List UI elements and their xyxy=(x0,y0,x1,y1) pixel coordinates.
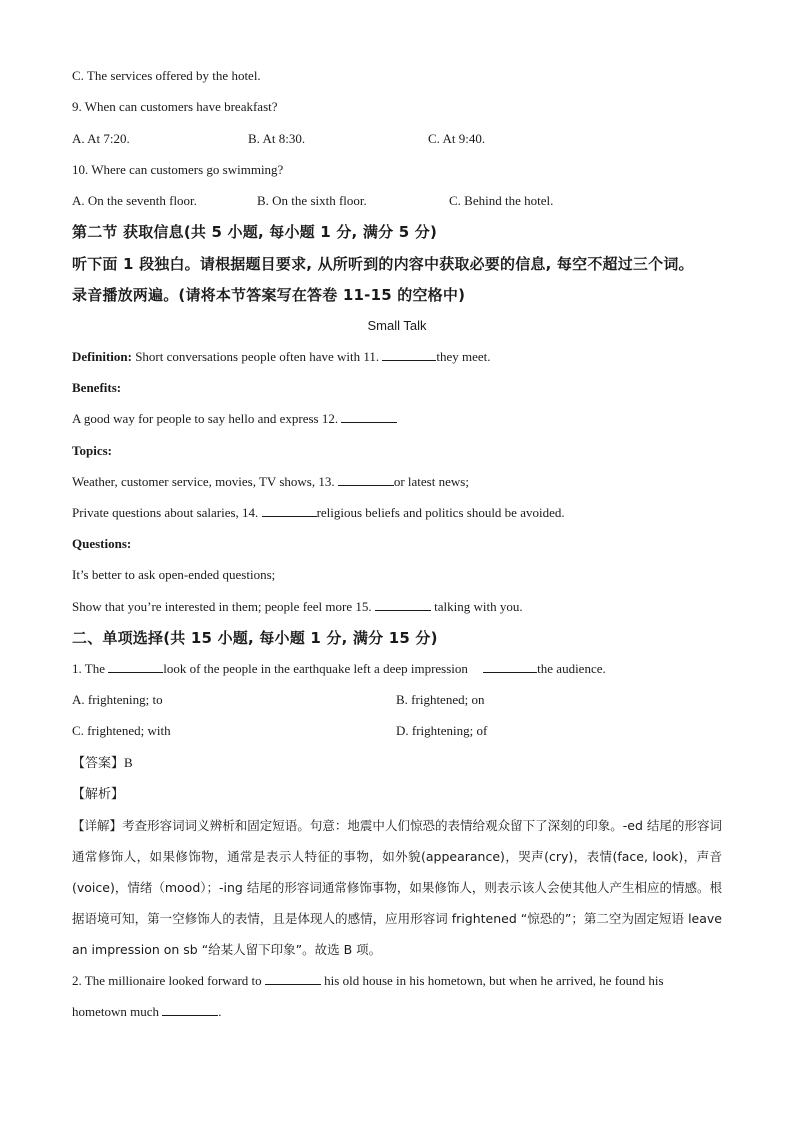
topics-label-text: Topics: xyxy=(72,443,112,458)
q1-stem-c: the audience. xyxy=(537,661,606,676)
q9-question: 9. When can customers have breakfast? xyxy=(72,99,278,114)
q9-option-c: C. At 9:40. xyxy=(428,131,486,146)
q1-option-a: A. frightening; to xyxy=(72,692,163,707)
q1-option-d: D. frightening; of xyxy=(396,723,488,738)
q2-line2-b: . xyxy=(218,1004,222,1019)
q1-analysis xyxy=(72,786,124,803)
q1-detail xyxy=(72,810,722,965)
small-talk-title: Small Talk xyxy=(367,318,427,333)
questions-line2-a: Show that you’re interested in them; people feel more 15. xyxy=(72,599,375,614)
q10-option-c: C. Behind the hotel. xyxy=(449,193,554,208)
q8-option-c: C. The services offered by the hotel. xyxy=(72,68,261,83)
benefits-line xyxy=(72,411,397,427)
part2-title: 二、单项选择(共 15 小题, 每小题 1 分, 满分 15 分) xyxy=(72,629,438,647)
q2-line1-a: 2. The millionaire looked forward to xyxy=(72,973,265,988)
topics-line1-a: Weather, customer service, movies, TV shows, 13. xyxy=(72,474,338,489)
benefits-label xyxy=(72,380,121,396)
benefits-label-text: Benefits: xyxy=(72,380,122,395)
answer-label: 【答案】 xyxy=(72,756,125,771)
topics-label xyxy=(72,443,112,459)
benefits-text: A good way for people to say hello and express 12. xyxy=(72,411,342,426)
q9-option-b: B. At 8:30. xyxy=(248,131,306,146)
q10-option-a: A. On the seventh floor. xyxy=(72,193,197,208)
topics-line2-b: religious beliefs and politics should be avoided. xyxy=(316,505,565,520)
topics-line-1 xyxy=(72,474,469,490)
blank-11[interactable] xyxy=(382,349,436,361)
questions-label xyxy=(72,536,131,552)
definition-line xyxy=(72,349,491,365)
definition-text-a: Short conversations people often have with 11. xyxy=(131,349,383,364)
blank-15[interactable] xyxy=(375,599,431,611)
questions-line-2 xyxy=(72,599,523,615)
questions-line2-b: talking with you. xyxy=(430,599,523,614)
analysis-label: 【解析】 xyxy=(72,787,125,802)
definition-text-b: they meet. xyxy=(436,349,491,364)
detail-label: 【详解】 xyxy=(72,818,123,833)
section2-title: 第二节 获取信息(共 5 小题, 每小题 1 分, 满分 5 分) xyxy=(72,223,438,241)
definition-label: Definition: xyxy=(72,349,132,364)
detail-text: 考查形容词词义辨析和固定短语。句意：地震中人们惊恐的表情给观众留下了深刻的印象。-ed 结尾的形容词通常修饰人，如果修饰物，通常是表示人特征的事物，如外貌(appearance)，哭声(cry)，表情(face, look)，声音(voice)，情绪（mood）；-ing 结尾的形容词通常修饰事物，如果修饰人，则表示该人会使其他人产生相应的情感。根据语境可知，第一空修饰人的表情，且是体现人的感情，应用形容词 frightened “惊恐的”；第二空为固定短语 leave an impression on sb “给某人留下印象”。故选 B 项。 xyxy=(72,818,722,957)
q1-stem xyxy=(72,661,606,677)
q1-stem-b: look of the people in the earthquake left a deep impression xyxy=(163,661,472,676)
questions-label-text: Questions: xyxy=(72,536,132,551)
q2-blank-2[interactable] xyxy=(162,1004,218,1016)
answer-value: B xyxy=(124,755,133,770)
topics-line2-a: Private questions about salaries, 14. xyxy=(72,505,262,520)
q1-option-c: C. frightened; with xyxy=(72,723,171,738)
q1-option-b: B. frightened; on xyxy=(396,692,485,707)
q2-line-2 xyxy=(72,1004,222,1020)
section2-instruction-1: 听下面 1 段独白。请根据题目要求, 从所听到的内容中获取必要的信息, 每空不超过三个词。 xyxy=(72,255,694,273)
q9-option-a: A. At 7:20. xyxy=(72,131,130,146)
q1-stem-a: 1. The xyxy=(72,661,109,676)
q2-blank-1[interactable] xyxy=(265,973,321,985)
section2-instruction-2: 录音播放两遍。(请将本节答案写在答卷 11-15 的空格中) xyxy=(72,286,466,304)
blank-12[interactable] xyxy=(341,411,397,423)
q1-blank-2[interactable] xyxy=(483,661,537,673)
questions-line-1: It’s better to ask open-ended questions; xyxy=(72,567,276,582)
q1-answer xyxy=(72,755,133,772)
q1-blank-1[interactable] xyxy=(108,661,163,673)
q2-line1-b: his old house in his hometown, but when he arrived, he found his xyxy=(320,973,664,988)
topics-line-2 xyxy=(72,505,565,521)
q10-question: 10. Where can customers go swimming? xyxy=(72,162,284,177)
q2-line-1 xyxy=(72,973,722,989)
q2-line2-a: hometown much xyxy=(72,1004,163,1019)
blank-13[interactable] xyxy=(338,474,394,486)
q10-option-b: B. On the sixth floor. xyxy=(257,193,367,208)
topics-line1-b: or latest news; xyxy=(393,474,469,489)
blank-14[interactable] xyxy=(262,505,317,517)
